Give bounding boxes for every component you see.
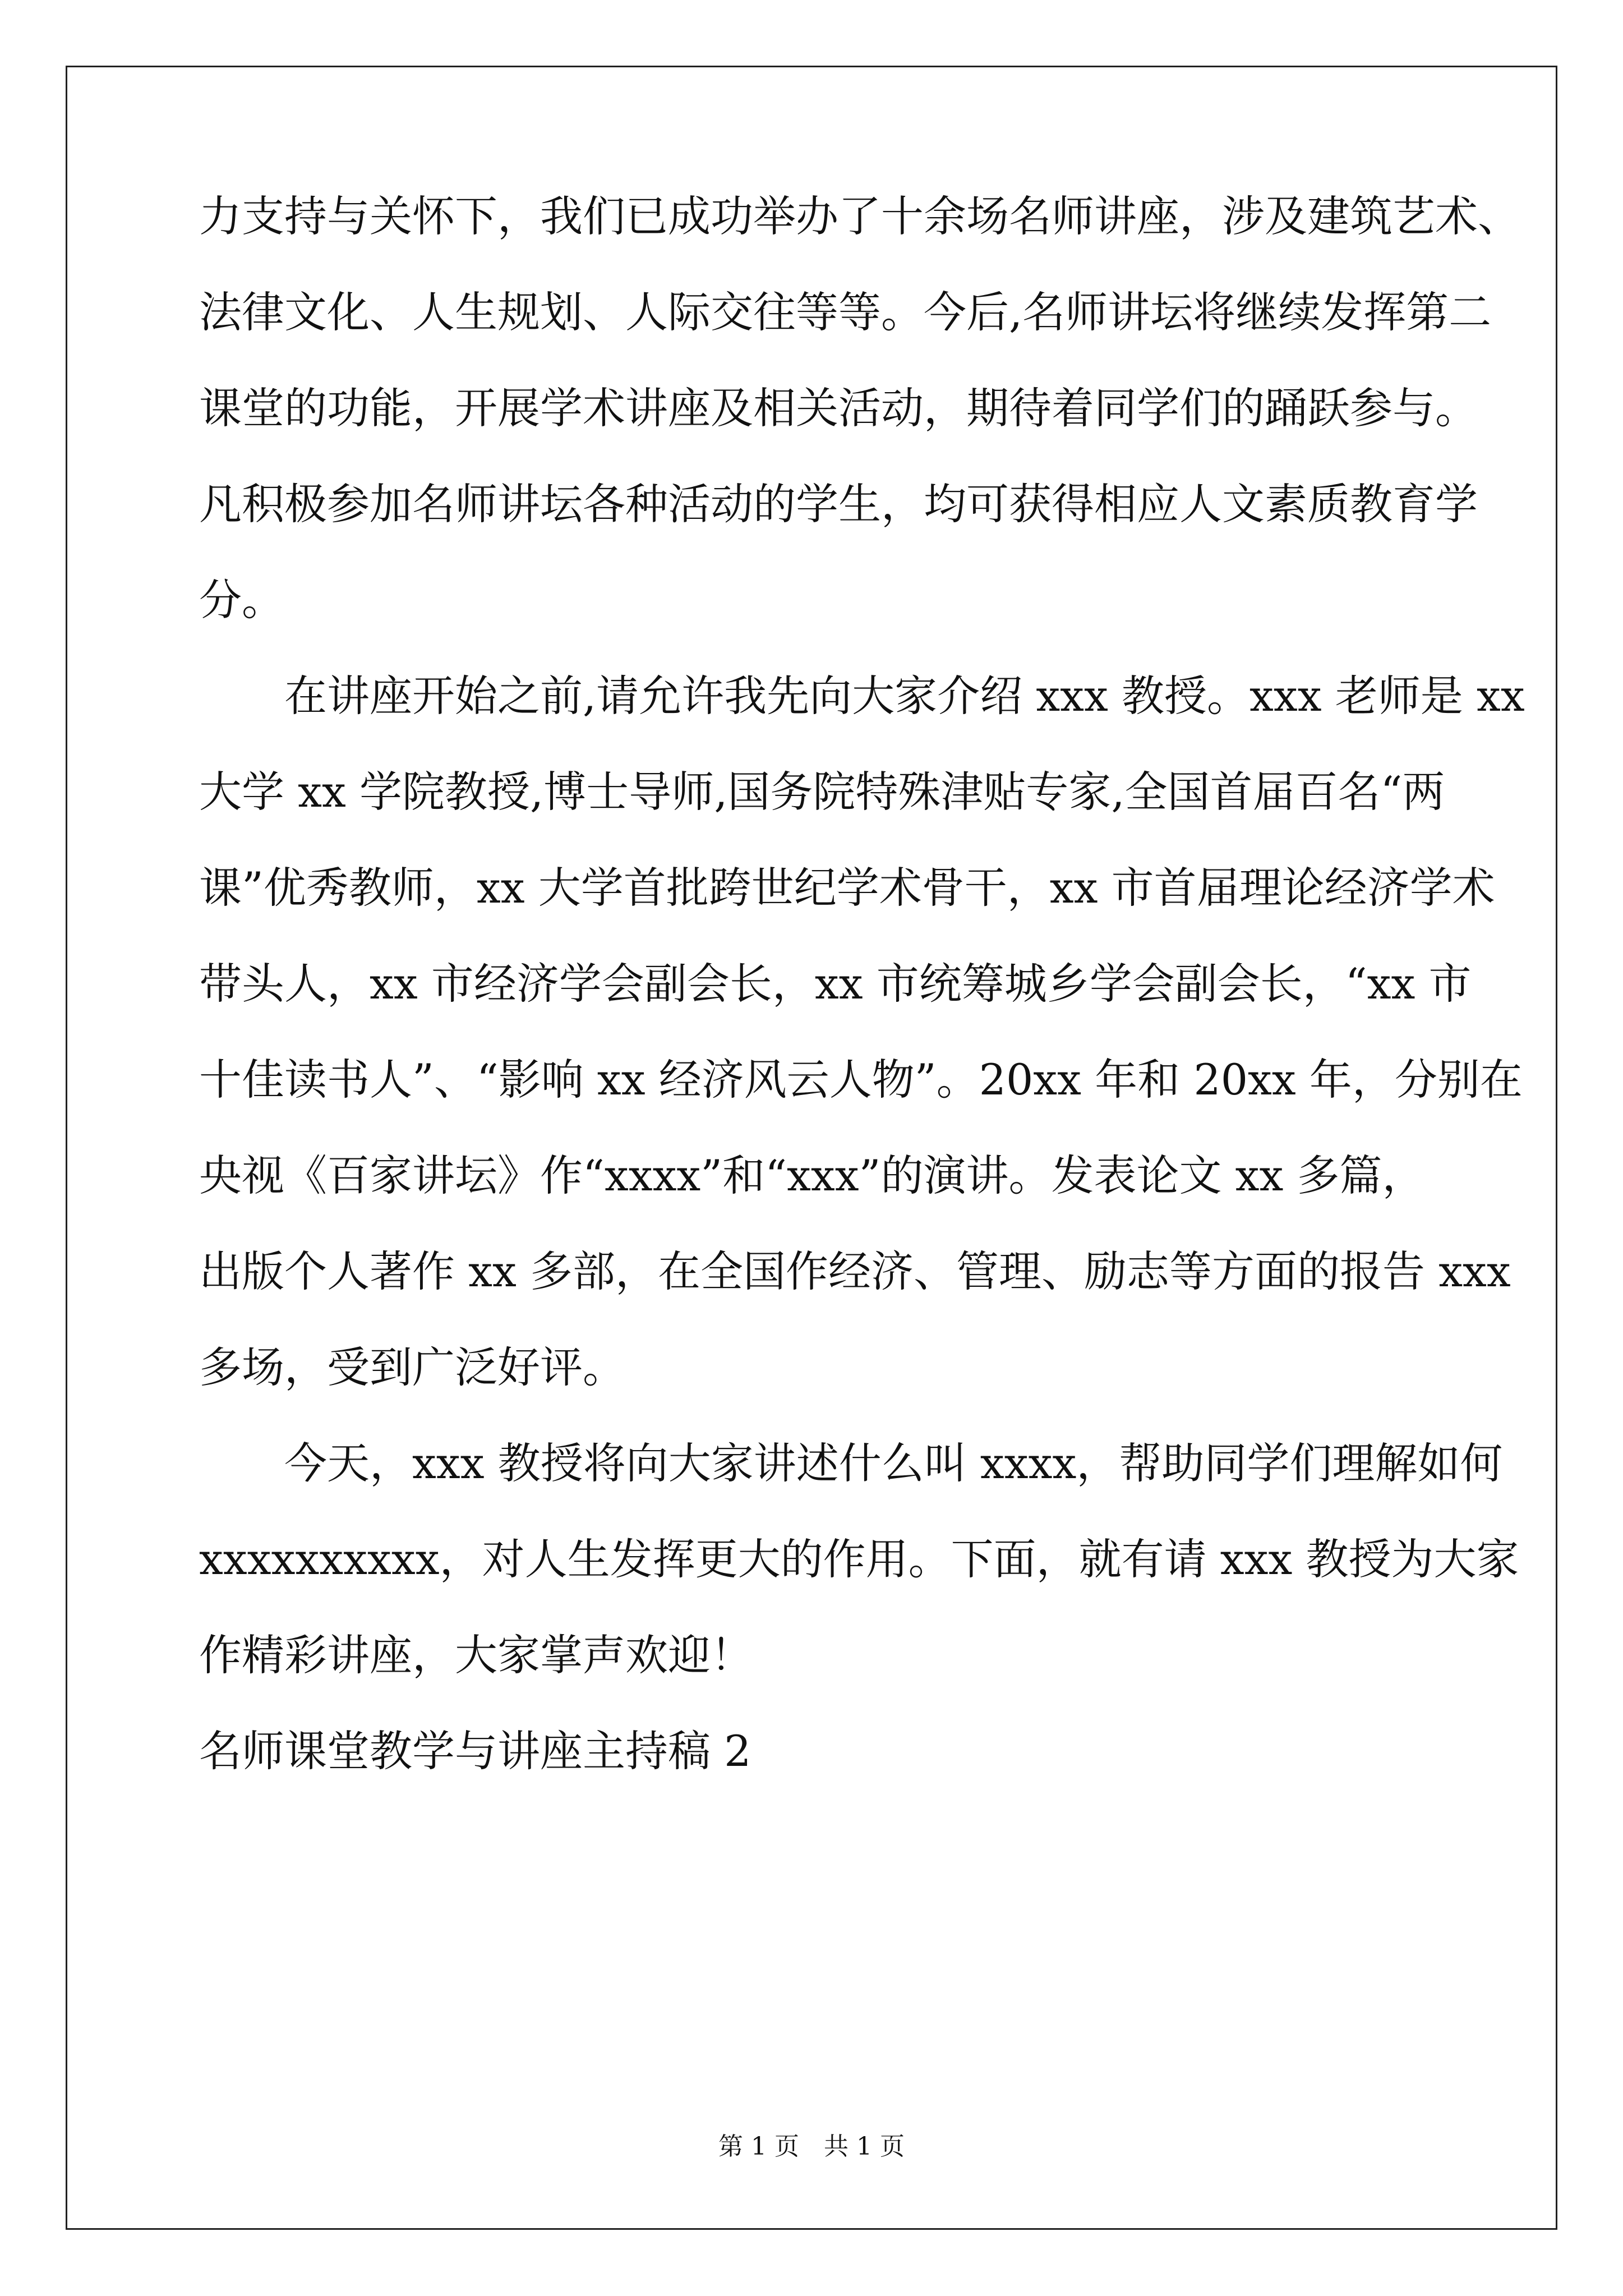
text-line: 出版个人著作 xx 多部，在全国作经济、管理、励志等方面的报告 xxx (199, 1246, 1511, 1296)
text-line: 央视《百家讲坛》作“xxxx”和“xxx”的演讲。发表论文 xx 多篇， (199, 1151, 1425, 1200)
paragraph-start-line: 今天，xxx 教授将向大家讲述什么叫 xxxx，帮助同学们理解如何 (284, 1438, 1503, 1488)
text-line: 带头人，xx 市经济学会副会长，xx 市统筹城乡学会副会长，“xx 市 (199, 959, 1472, 1009)
text-line: 多场，受到广泛好评。 (199, 1342, 625, 1392)
text-line: 分。 (199, 575, 284, 625)
document-body (199, 191, 1525, 1826)
text-line: 十佳读书人”、“影响 xx 经济风云人物”。20xx 年和 20xx 年，分别在 (199, 1055, 1523, 1105)
page-number-footer: 第 1 页 共 1 页 (718, 2132, 905, 2161)
text-line: 凡积极参加名师讲坛各种活动的学生，均可获得相应人文素质教育学 (199, 479, 1478, 529)
text-line: xxxxxxxxxx，对人生发挥更大的作用。下面，就有请 xxx 教授为大家 (199, 1534, 1519, 1584)
text-line: 大学 xx 学院教授,博士导师,国务院特殊津贴专家,全国首届百名“两 (199, 767, 1445, 817)
text-line: 课”优秀教师，xx 大学首批跨世纪学术骨干，xx 市首届理论经济学术 (199, 863, 1495, 913)
text-line: 力支持与关怀下，我们已成功举办了十余场名师讲座，涉及建筑艺术、 (199, 191, 1520, 241)
text-line: 法律文化、人生规划、人际交往等等。今后,名师讲坛将继续发挥第二 (199, 287, 1492, 337)
section-title: 名师课堂教学与讲座主持稿 2 (199, 1726, 751, 1776)
text-line: 作精彩讲座，大家掌声欢迎！ (199, 1630, 753, 1680)
paragraph-start-line: 在讲座开始之前,请允许我先向大家介绍 xxx 教授。xxx 老师是 xx (284, 671, 1525, 721)
text-line: 课堂的功能，开展学术讲座及相关活动，期待着同学们的踊跃参与。 (199, 383, 1478, 433)
